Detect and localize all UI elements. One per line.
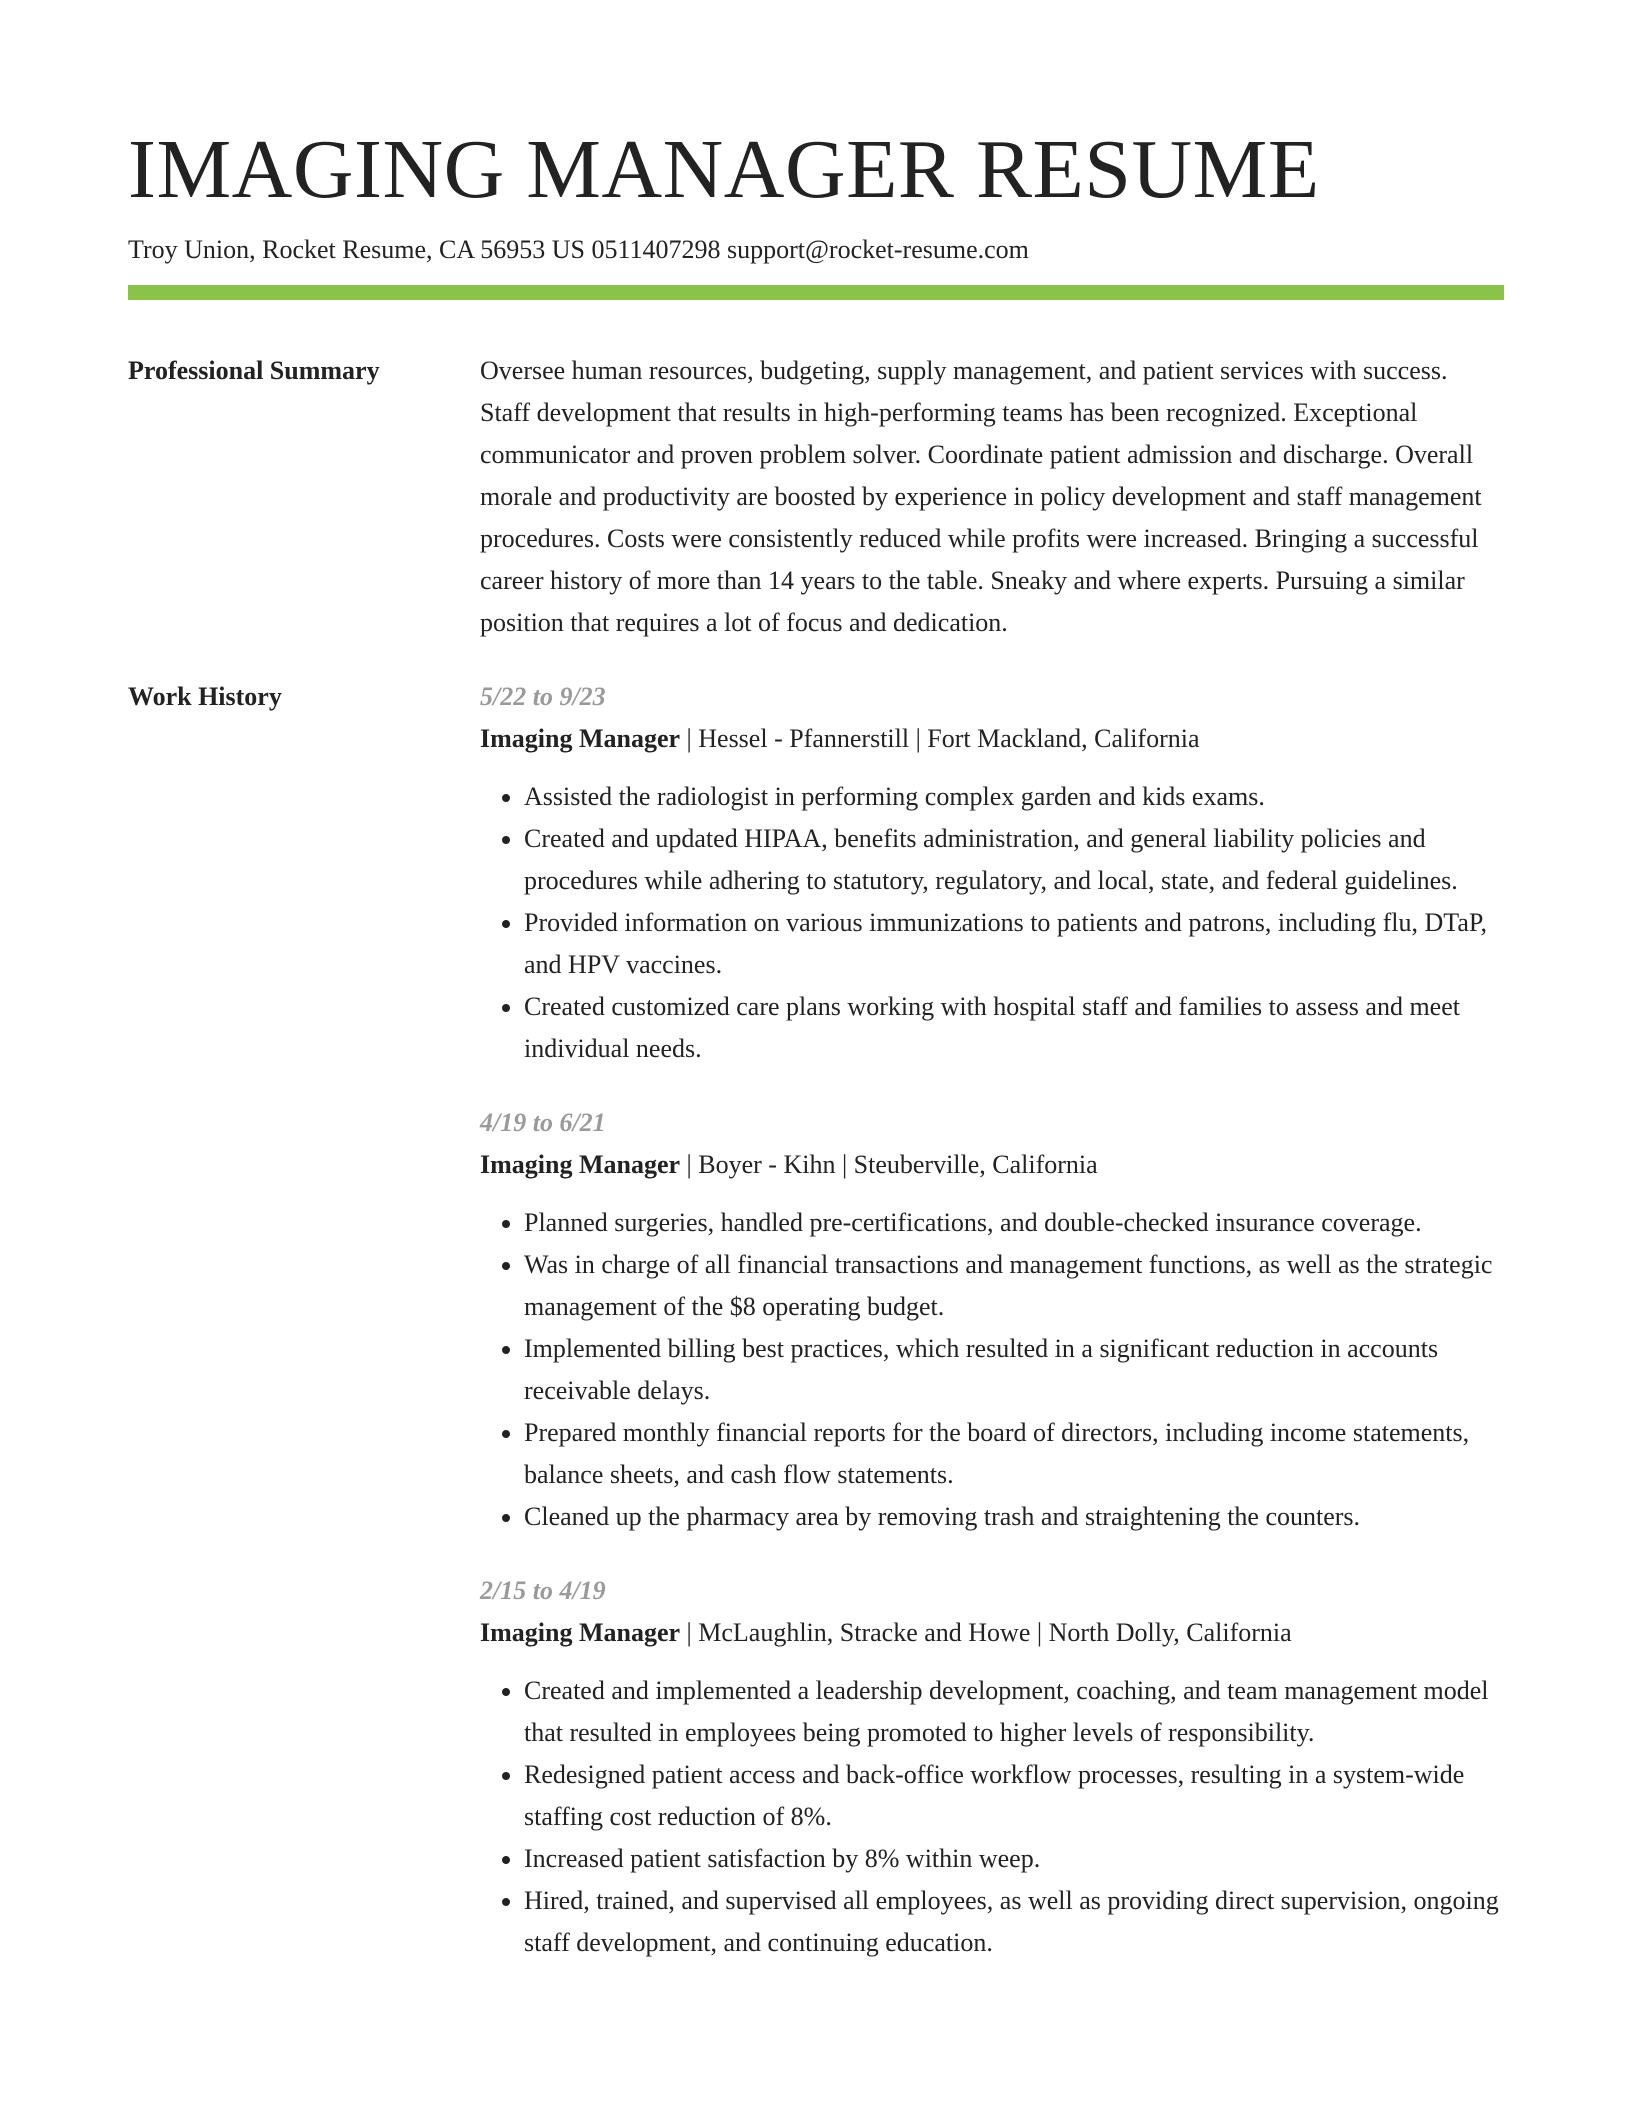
job-dates: 5/22 to 9/23 bbox=[480, 682, 606, 711]
job-bullet: • Planned surgeries, handled pre-certifications, and double-checked insurance coverage. bbox=[524, 1202, 1504, 1244]
contact-line: Troy Union, Rocket Resume, CA 56953 US 0511407298 support@rocket-resume.com bbox=[128, 235, 1029, 264]
work-history-body bbox=[480, 676, 1504, 1996]
job-bullets bbox=[480, 1202, 1504, 1538]
job-bullet: • Hired, trained, and supervised all employees, as well as providing direct supervision, ongoing staff development, and continuing education. bbox=[524, 1880, 1504, 1964]
job-bullet: • Was in charge of all financial transactions and management functions, as well as the strategic management of the $8 operating budget. bbox=[524, 1244, 1504, 1328]
job-bullet: • Created customized care plans working with hospital staff and families to assess and meet individual needs. bbox=[524, 986, 1504, 1070]
resume-title: IMAGING MANAGER RESUME bbox=[128, 123, 1320, 216]
job-bullet: • Redesigned patient access and back-office workflow processes, resulting in a system-wide staffing cost reduction of 8%. bbox=[524, 1754, 1504, 1838]
summary-heading: Professional Summary bbox=[128, 356, 380, 385]
job-heading bbox=[480, 1612, 1504, 1654]
accent-divider bbox=[128, 285, 1504, 300]
job-dates: 2/15 to 4/19 bbox=[480, 1576, 606, 1605]
job-heading bbox=[480, 1144, 1504, 1186]
summary-text: Oversee human resources, budgeting, supply management, and patient services with success. Staff development that results in high-performing teams has been recognized. Exceptional communicator and proven problem solver. Coordinate patient admission and discharge. Overall morale and productivity are boosted by experience in policy development and staff management procedures. Costs were consistently reduced while profits were increased. Bringing a successful career history of more than 14 years to the table. Sneaky and where experts. Pursuing a similar position that requires a lot of focus and dedication. bbox=[480, 356, 1482, 637]
job-entry bbox=[480, 1570, 1504, 1964]
job-employer-location: | Hessel - Pfannerstill | Fort Mackland, California bbox=[680, 724, 1200, 753]
job-bullet: • Created and implemented a leadership development, coaching, and team management model that resulted in employees being promoted to higher levels of responsibility. bbox=[524, 1670, 1504, 1754]
job-bullets bbox=[480, 1670, 1504, 1964]
job-bullet: • Implemented billing best practices, which resulted in a significant reduction in accounts receivable delays. bbox=[524, 1328, 1504, 1412]
job-title: Imaging Manager bbox=[480, 724, 681, 753]
work-history-heading: Work History bbox=[128, 682, 282, 711]
summary-body bbox=[480, 350, 1504, 644]
job-heading bbox=[480, 718, 1504, 760]
job-employer-location: | McLaughlin, Stracke and Howe | North Dolly, California bbox=[680, 1618, 1292, 1647]
job-bullet: • Prepared monthly financial reports for the board of directors, including income statements, balance sheets, and cash flow statements. bbox=[524, 1412, 1504, 1496]
job-entry bbox=[480, 676, 1504, 1070]
job-bullet: • Created and updated HIPAA, benefits administration, and general liability policies and procedures while adhering to statutory, regulatory, and local, state, and federal guidelines. bbox=[524, 818, 1504, 902]
job-bullet: • Increased patient satisfaction by 8% within weep. bbox=[524, 1838, 1504, 1880]
job-bullets bbox=[480, 776, 1504, 1070]
job-title: Imaging Manager bbox=[480, 1618, 681, 1647]
job-bullet: • Assisted the radiologist in performing complex garden and kids exams. bbox=[524, 776, 1504, 818]
resume-page bbox=[128, 118, 1504, 1996]
job-bullet: • Provided information on various immunizations to patients and patrons, including flu, DTaP, and HPV vaccines. bbox=[524, 902, 1504, 986]
job-employer-location: | Boyer - Kihn | Steuberville, California bbox=[680, 1150, 1098, 1179]
summary-section bbox=[128, 350, 1504, 644]
work-history-section bbox=[128, 676, 1504, 1996]
job-title: Imaging Manager bbox=[480, 1150, 681, 1179]
job-entry bbox=[480, 1102, 1504, 1538]
job-bullet: • Cleaned up the pharmacy area by removing trash and straightening the counters. bbox=[524, 1496, 1504, 1538]
job-dates: 4/19 to 6/21 bbox=[480, 1108, 606, 1137]
